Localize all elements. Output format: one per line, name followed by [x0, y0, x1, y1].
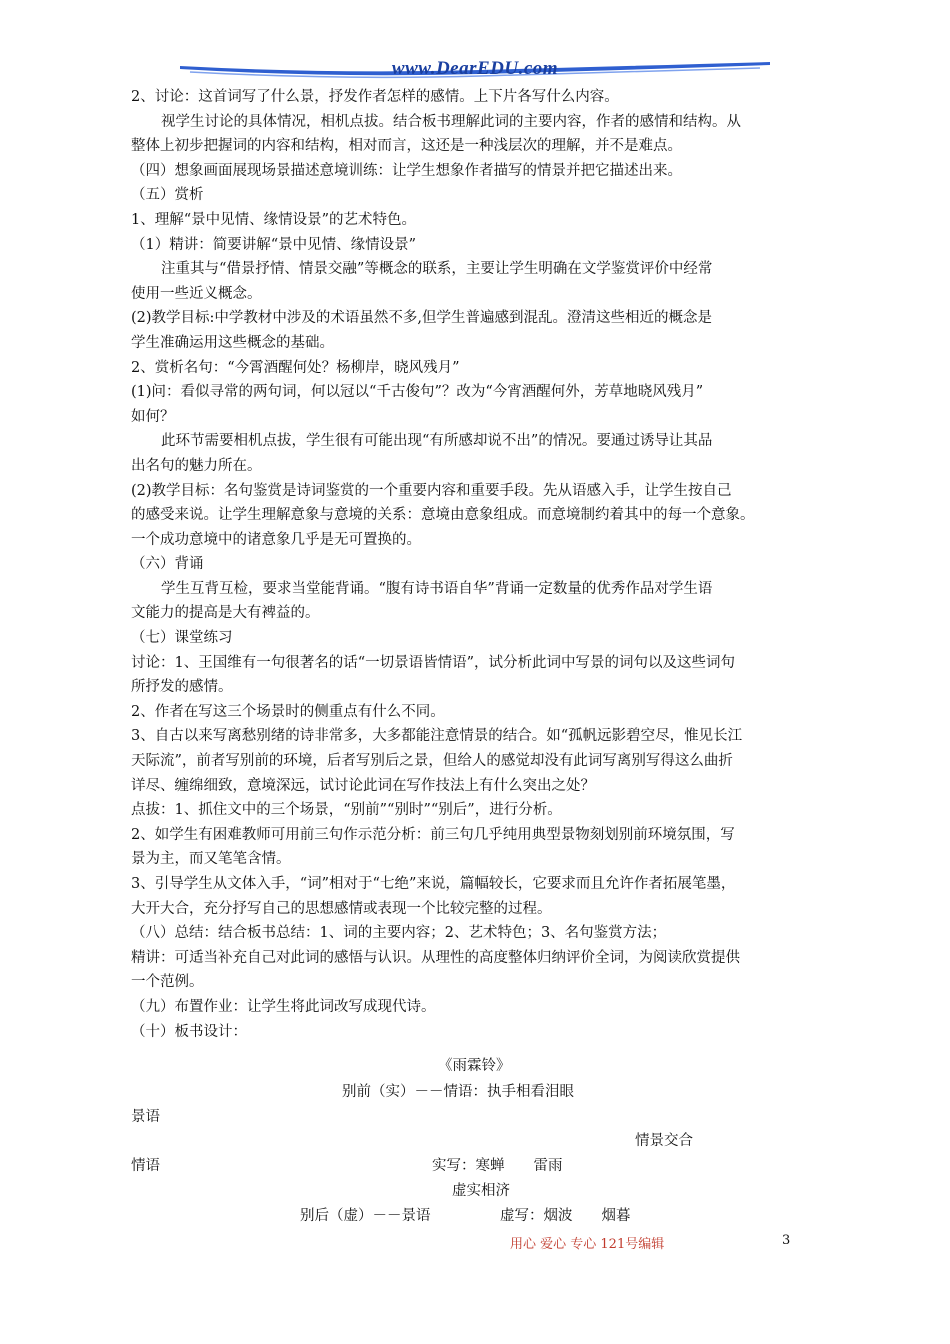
text-line: （五）赏析	[131, 187, 204, 204]
page-header	[180, 56, 770, 84]
text-line: 学生准确运用这些概念的基础。	[131, 334, 334, 351]
text-line: 一个成功意境中的诸意象几乎是无可置换的。	[131, 531, 421, 548]
footer-credit: 用心 爱心 专心 121号编辑	[510, 1237, 665, 1252]
text-line: 一个范例。	[131, 974, 204, 991]
text-line: 天际流”，前者写别前的环境，后者写别后之景，但给人的感觉却没有此词写离别写得这么曲折	[131, 753, 733, 770]
text-line: 视学生讨论的具体情况，相机点拔。结合板书理解此词的主要内容，作者的感情和结构。从	[161, 113, 741, 130]
text-line: 注重其与“借景抒情、情景交融”等概念的联系，主要让学生明确在文学鉴赏评价中经常	[161, 261, 713, 278]
text-line: 2、作者在写这三个场景时的侧重点有什么不同。	[131, 703, 445, 720]
board-shixie: 实写：寒蝉 雷雨	[432, 1158, 563, 1174]
text-line: 点拔：1、抓住文中的三个场景，“别前”“别时”“别后”，进行分析。	[131, 802, 562, 819]
text-line: 2、赏析名句：“今霄酒醒何处？杨柳岸，晓风残月”	[131, 359, 460, 376]
text-line: 所抒发的感情。	[131, 679, 233, 696]
board-jingyu: 景语	[131, 1109, 160, 1125]
text-line: 出名句的魅力所在。	[131, 457, 262, 474]
text-line: （七）课堂练习	[131, 630, 233, 647]
text-line: (2)教学目标:中学教材中涉及的术语虽然不多,但学生普遍感到混乱。澄清这些相近的概念是	[131, 310, 713, 327]
text-line: 大开大合，充分抒写自己的思想感情或表现一个比较完整的过程。	[131, 900, 552, 917]
board-jiaohe: 情景交合	[635, 1133, 693, 1149]
text-line: (1)问：看似寻常的两句词，何以冠以“千古俊句”？改为“今宵酒醒何外，芳草地晓风残月”	[131, 384, 704, 401]
board-title: 《雨霖铃》	[438, 1058, 511, 1074]
text-line: 2、讨论：这首词写了什么景，抒发作者怎样的感情。上下片各写什么内容。	[131, 89, 619, 105]
text-line: 此环节需要相机点拔，学生很有可能出现“有所感却说不出”的情况。要通过诱导让其品	[161, 433, 713, 450]
text-line: 使用一些近义概念。	[131, 285, 262, 302]
text-line: （六）背诵	[131, 556, 204, 573]
text-line: （十）板书设计：	[131, 1023, 247, 1040]
text-line: 3、引导学生从文体入手，“词”相对于“七绝”来说，篇幅较长，它要求而且允许作者拓展笔墨，	[131, 876, 736, 892]
document-body	[131, 85, 821, 1044]
text-line: 学生互背互检，要求当堂能背诵。“腹有诗书语自华”背诵一定数量的优秀作品对学生语	[161, 580, 713, 597]
text-line: 整体上初步把握词的内容和结构，相对而言，这还是一种浅层次的理解，并不是难点。	[131, 138, 682, 155]
board-row-before: 别前（实）－－情语：执手相看泪眼	[342, 1084, 574, 1100]
site-logo: www.DearEDU.com	[391, 58, 559, 79]
text-line: 详尽、缠绵细致，意境深远，试讨论此词在写作技法上有什么突出之处？	[131, 777, 595, 794]
page-number: 3	[782, 1233, 791, 1248]
text-line: （八）总结：结合板书总结：1、词的主要内容；2、艺术特色；3、名句鉴赏方法；	[131, 925, 667, 942]
text-line: 1、理解“景中见情、缘情设景”的艺术特色。	[131, 211, 417, 228]
board-row-after: 别后（虚）－－景语	[300, 1208, 431, 1224]
text-line: (2)教学目标：名句鉴赏是诗词鉴赏的一个重要内容和重要手段。先从语感入手，让学生按自己	[131, 482, 732, 499]
text-line: 的感受来说。让学生理解意象与意境的关系：意境由意象组成。而意境制约着其中的每一个意象。	[131, 507, 755, 524]
text-line: 精讲：可适当补充自己对此词的感悟与认识。从理性的高度整体归纳评价全词，为阅读欣赏提供	[131, 949, 740, 966]
text-line: 文能力的提高是大有裨益的。	[131, 605, 320, 622]
board-qingyu: 情语	[131, 1158, 160, 1174]
text-line: 如何？	[131, 408, 175, 425]
text-line: （九）布置作业：让学生将此词改写成现代诗。	[131, 998, 436, 1015]
text-line: 2、如学生有困难教师可用前三句作示范分析：前三句几乎纯用典型景物刻划别前环境氛围，写	[131, 826, 735, 843]
board-xushi: 虚实相济	[452, 1183, 510, 1199]
text-line: 景为主，而又笔笔含情。	[131, 851, 291, 868]
text-line: 3、自古以来写离愁别绪的诗非常多，大多都能注意情景的结合。如“孤帆远影碧空尽，惟见长江	[131, 728, 743, 745]
text-line: （1）精讲：简要讲解“景中见情、缘情设景”	[131, 236, 417, 253]
text-line: （四）想象画面展现场景描述意境训练：让学生想象作者描写的情景并把它描述出来。	[131, 162, 682, 179]
board-xuxie: 虚写：烟波 烟暮	[500, 1208, 631, 1224]
text-line: 讨论：1、王国维有一句很著名的话“一切景语皆情语”，试分析此词中写景的词句以及这些词句	[131, 654, 736, 671]
